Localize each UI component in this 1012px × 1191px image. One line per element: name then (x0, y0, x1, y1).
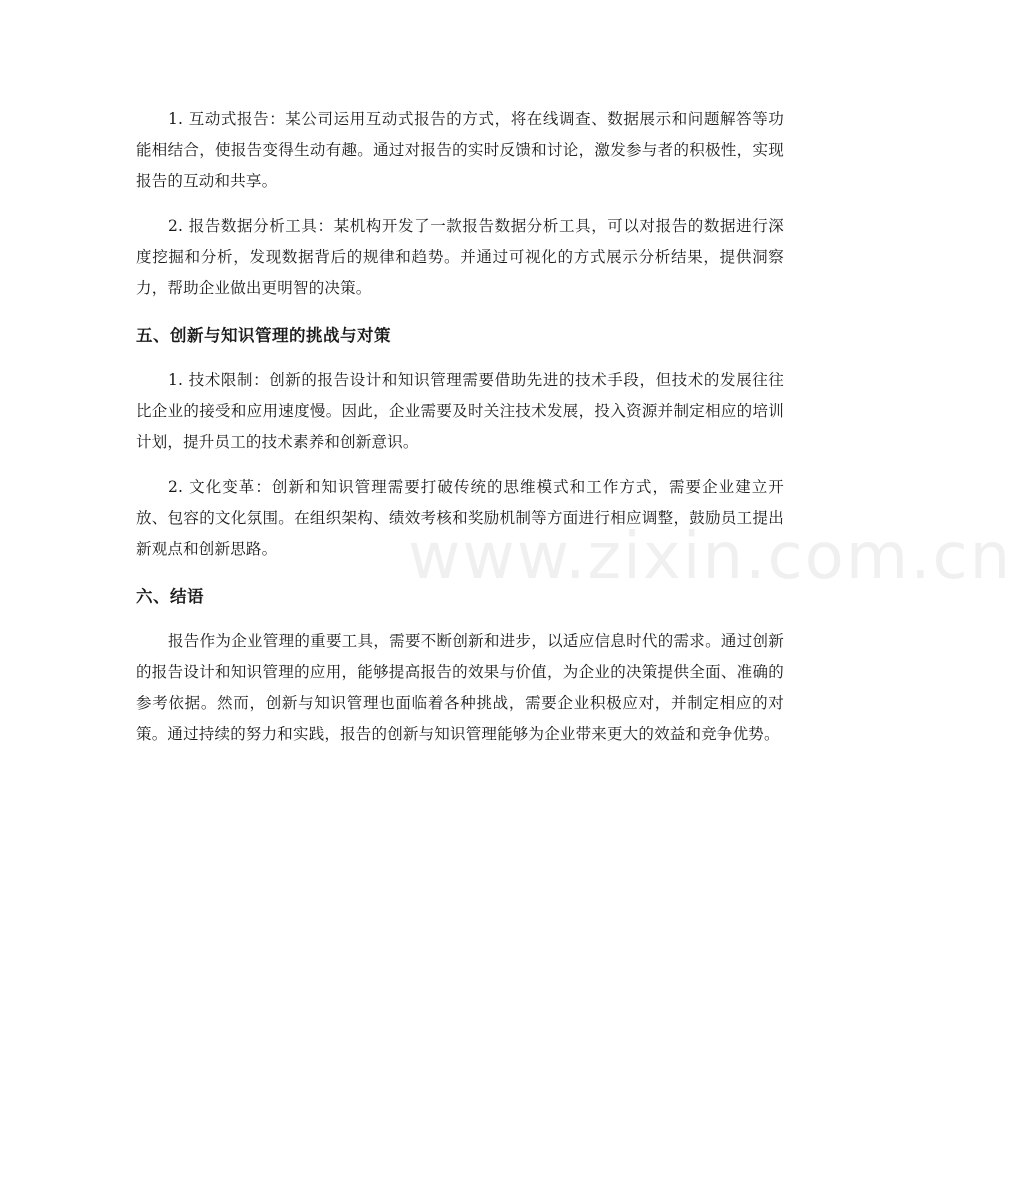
paragraph-data-analysis-tool: 2. 报告数据分析工具：某机构开发了一款报告数据分析工具，可以对报告的数据进行深度挖掘和分析，发现数据背后的规律和趋势。并通过可视化的方式展示分析结果，提供洞察力，帮助企业做出更明智的决策。 (136, 217, 784, 297)
paragraph-conclusion: 报告作为企业管理的重要工具，需要不断创新和进步，以适应信息时代的需求。通过创新的报告设计和知识管理的应用，能够提高报告的效果与价值，为企业的决策提供全面、准确的参考依据。然而，创新与知识管理也面临着各种挑战，需要企业积极应对，并制定相应的对策。通过持续的努力和实践，报告的创新与知识管理能够为企业带来更大的效益和竞争优势。 (136, 632, 784, 743)
paragraph-interactive-report: 1. 互动式报告：某公司运用互动式报告的方式，将在线调查、数据展示和问题解答等功能相结合，使报告变得生动有趣。通过对报告的实时反馈和讨论，激发参与者的积极性，实现报告的互动和共享。 (136, 110, 784, 190)
watermark-text: www.zixin.com.cn (408, 520, 1012, 594)
paragraph-tech-limitation: 1. 技术限制：创新的报告设计和知识管理需要借助先进的技术手段，但技术的发展往往比企业的接受和应用速度慢。因此，企业需要及时关注技术发展，投入资源并制定相应的培训计划，提升员工的技术素养和创新意识。 (136, 371, 784, 451)
section-heading-conclusion: 六、结语 (136, 587, 204, 606)
section-heading-challenges: 五、创新与知识管理的挑战与对策 (136, 326, 391, 345)
paragraph-culture-change: 2. 文化变革：创新和知识管理需要打破传统的思维模式和工作方式，需要企业建立开放、包容的文化氛围。在组织架构、绩效考核和奖励机制等方面进行相应调整，鼓励员工提出新观点和创新思路。 (136, 478, 784, 558)
document-body (136, 104, 784, 750)
